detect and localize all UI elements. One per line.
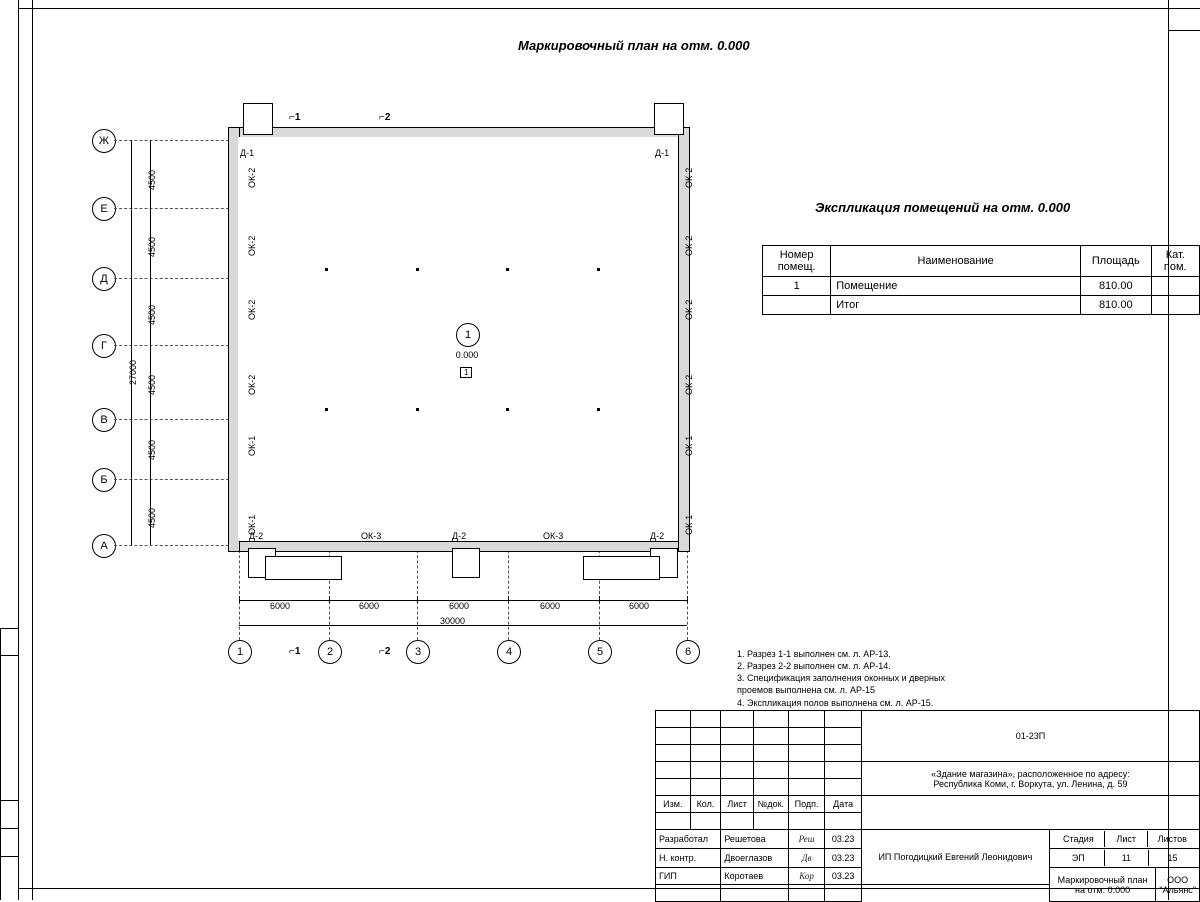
tb-blank xyxy=(753,779,788,796)
tb-blank xyxy=(690,779,721,796)
object-name xyxy=(861,762,1199,796)
header-category-line1: Кат. xyxy=(1165,249,1185,261)
plan-title: Маркировочный план на отм. 0.000 xyxy=(518,38,750,53)
room-elevation: 0.000 xyxy=(455,350,479,360)
dim-vert-6: 4500 xyxy=(147,507,157,528)
dim-vert-1: 4500 xyxy=(147,169,157,190)
project-code: 01-23П xyxy=(861,711,1199,762)
notes-block xyxy=(737,648,945,709)
tb-blank xyxy=(825,745,862,762)
tb-blank xyxy=(753,728,788,745)
tb-blank xyxy=(825,728,862,745)
tb-blank xyxy=(721,711,754,728)
axis-bubble-4: 4 xyxy=(497,640,521,664)
frame-top-right-stub-v xyxy=(1168,8,1169,30)
axis-line-b xyxy=(114,479,234,480)
tb-blank xyxy=(721,813,754,830)
window-label-right-6: ОК-1 xyxy=(684,514,694,535)
table-row xyxy=(763,296,1200,315)
window-label-right-1: ОК-2 xyxy=(684,167,694,188)
list-header: Лист xyxy=(1104,831,1148,847)
axis-bubble-zh: Ж xyxy=(92,129,116,153)
tb-blank xyxy=(656,885,721,902)
tb-blank xyxy=(656,762,691,779)
frame-side-stub-4 xyxy=(0,828,18,829)
name-ncontrol: Двоеглазов xyxy=(721,849,788,868)
porch-left xyxy=(265,556,342,580)
frame-side-stub-5 xyxy=(0,856,18,857)
col-header-list: Лист xyxy=(721,796,754,813)
tb-blank xyxy=(753,762,788,779)
dim-horz-1: 6000 xyxy=(270,601,291,611)
tb-blank xyxy=(788,745,825,762)
header-number-line2: помещ. xyxy=(777,261,816,273)
title-block xyxy=(655,710,1200,902)
role-gip: ГИП xyxy=(656,868,721,885)
stage-values-group xyxy=(1049,849,1199,868)
tb-blank xyxy=(721,885,788,902)
note-item: 1. Разрез 1-1 выполнен см. л. АР-13. xyxy=(737,649,891,659)
col-header-kol: Кол. xyxy=(690,796,721,813)
cut-mark-bottom-1: ⌐1 xyxy=(289,646,301,657)
window-label-right-3: ОК-2 xyxy=(684,299,694,320)
tb-blank xyxy=(690,745,721,762)
tb-blank xyxy=(690,762,721,779)
axis-line-6 xyxy=(687,545,688,640)
cut-mark-top-2: ⌐2 xyxy=(379,112,391,123)
col-header-podp: Подп. xyxy=(788,796,825,813)
window-label-right-2: ОК-2 xyxy=(684,235,694,256)
dim-chain-vertical-total xyxy=(131,140,132,545)
dim-tick xyxy=(599,596,600,603)
axis-bubble-6: 6 xyxy=(676,640,700,664)
tb-blank xyxy=(825,711,862,728)
tb-blank xyxy=(753,711,788,728)
col-header-data: Дата xyxy=(825,796,862,813)
axis-bubble-2: 2 xyxy=(318,640,342,664)
entrance-box-bottom-mid xyxy=(452,548,480,578)
signature-developer: Реш xyxy=(788,830,825,849)
column-dot xyxy=(506,408,509,411)
axis-line-g xyxy=(114,345,234,346)
window-label-right-4: ОК-2 xyxy=(684,374,694,395)
list-value: 11 xyxy=(1104,850,1148,866)
dim-horz-5: 6000 xyxy=(629,601,650,611)
tb-blank xyxy=(788,885,825,902)
dim-horz-3: 6000 xyxy=(449,601,470,611)
tb-blank xyxy=(656,711,691,728)
dim-tick xyxy=(687,596,688,603)
floor-plan xyxy=(0,0,760,700)
stage-header: Стадия xyxy=(1063,834,1094,844)
tb-blank xyxy=(825,762,862,779)
cell-number: 1 xyxy=(763,277,831,296)
note-item: проемов выполнена см. л. АР-15 xyxy=(737,685,875,696)
title-block-column-header-row xyxy=(656,796,1200,813)
axis-bubble-d: Д xyxy=(92,267,116,291)
window-label-left-4: ОК-2 xyxy=(247,374,257,395)
door-label-top-left: Д-1 xyxy=(240,148,255,158)
company-name: ООО "Альянс" xyxy=(1156,868,1200,902)
stage-header-group xyxy=(1049,830,1199,849)
column-dot xyxy=(416,408,419,411)
column-dot xyxy=(325,408,328,411)
cut-mark-top-1: ⌐1 xyxy=(289,112,301,123)
object-name-line2: Республика Коми, г. Воркута, ул. Ленина, д. 59 xyxy=(933,778,1128,789)
tb-blank xyxy=(656,728,691,745)
cell-name: Помещение xyxy=(831,277,1081,296)
axis-bubble-a: А xyxy=(92,534,116,558)
porch-right xyxy=(583,556,660,580)
room-category-box: 1 xyxy=(460,367,472,378)
room-number-bubble: 1 xyxy=(456,323,480,347)
dim-tick xyxy=(508,596,509,603)
signature-ncontrol: Дв xyxy=(788,849,825,868)
tb-blank xyxy=(788,813,825,830)
note-item: 2. Разрез 2-2 выполнен см. л. АР-14. xyxy=(737,661,891,672)
frame-top-right-stub-h xyxy=(1168,30,1200,31)
object-name-line1: «Здание магазина», расположенное по адресу: xyxy=(931,768,1130,779)
lists-value: 15 xyxy=(1149,850,1197,866)
tb-blank xyxy=(656,779,691,796)
title-block-role-row xyxy=(656,830,1200,849)
window-label-left-3: ОК-2 xyxy=(247,299,257,320)
window-label-bottom-1: ОК-3 xyxy=(361,531,382,541)
explication-title: Экспликация помещений на отм. 0.000 xyxy=(815,200,1071,215)
dim-tick xyxy=(239,596,240,603)
header-name: Наименование xyxy=(831,246,1081,277)
signature-gip: Кор xyxy=(788,868,825,885)
table-header-row xyxy=(763,246,1200,277)
tb-blank xyxy=(788,728,825,745)
dim-vert-2: 4500 xyxy=(147,236,157,257)
cell-area: 810.00 xyxy=(1081,296,1152,315)
tb-blank xyxy=(656,813,691,830)
window-label-left-1: ОК-2 xyxy=(247,167,257,188)
note-item: 3. Спецификация заполнения оконных и дверных xyxy=(737,673,945,684)
header-number-line1: Номер xyxy=(779,249,814,261)
tb-spacer xyxy=(861,796,1199,830)
dim-horz-4: 6000 xyxy=(540,601,561,611)
cell-category xyxy=(1151,277,1199,296)
cut-mark-bottom-2: ⌐2 xyxy=(379,646,391,657)
note-item: 4. Экспликация полов выполнена см. л. АР-15. xyxy=(737,697,934,708)
col-header-ndok: №док. xyxy=(753,796,788,813)
name-developer: Решетова xyxy=(721,830,788,849)
tb-blank xyxy=(825,779,862,796)
wall-right xyxy=(678,127,690,552)
axis-line-v xyxy=(114,419,234,420)
column-dot xyxy=(325,268,328,271)
tb-blank xyxy=(788,779,825,796)
window-label-left-2: ОК-2 xyxy=(247,235,257,256)
dim-horz-2: 6000 xyxy=(359,601,380,611)
tb-blank xyxy=(721,745,754,762)
col-header-izm: Изм. xyxy=(656,796,691,813)
role-ncontrol: Н. контр. xyxy=(656,849,721,868)
tb-blank xyxy=(690,711,721,728)
title-block-blank-row xyxy=(656,711,1200,728)
customer-name: ИП Погодицкий Евгений Леонидович xyxy=(861,830,1049,885)
header-category-line2: пом. xyxy=(1163,261,1187,273)
tb-blank xyxy=(788,711,825,728)
tb-blank xyxy=(690,813,721,830)
header-number xyxy=(763,246,831,277)
name-gip: Коротаев xyxy=(721,868,788,885)
dim-vert-5: 4500 xyxy=(147,439,157,460)
entrance-box-top-right xyxy=(654,103,684,135)
role-developer: Разработал xyxy=(656,830,721,849)
column-dot xyxy=(416,268,419,271)
cell-category xyxy=(1151,296,1199,315)
dim-vert-4: 4500 xyxy=(147,374,157,395)
window-label-left-6: ОК-1 xyxy=(247,514,257,535)
date-developer: 03.23 xyxy=(825,830,862,849)
cell-number xyxy=(763,296,831,315)
tb-blank xyxy=(825,813,862,830)
column-dot xyxy=(597,408,600,411)
dim-horz-total: 30000 xyxy=(440,616,466,626)
header-area: Площадь xyxy=(1081,246,1152,277)
date-gip: 03.23 xyxy=(825,868,862,885)
axis-bubble-b: Б xyxy=(92,468,116,492)
axis-line-zh xyxy=(114,140,234,141)
table-row xyxy=(763,277,1200,296)
tb-blank xyxy=(788,762,825,779)
axis-line-e xyxy=(114,208,234,209)
axis-line-a xyxy=(114,545,234,546)
door-label-top-right: Д-1 xyxy=(655,148,670,158)
window-label-left-5: ОК-1 xyxy=(247,435,257,456)
tb-blank xyxy=(721,728,754,745)
cut-mark-label-3: 1 xyxy=(294,646,301,657)
frame-side-stub-3 xyxy=(0,800,18,801)
tb-blank xyxy=(656,745,691,762)
sheet-title: Маркировочный план на отм. 0.000 xyxy=(1049,868,1156,902)
axis-bubble-3: 3 xyxy=(406,640,430,664)
tb-blank xyxy=(753,745,788,762)
cut-mark-label-4: 2 xyxy=(384,646,391,657)
tb-blank xyxy=(753,813,788,830)
dim-chain-vertical xyxy=(150,140,151,545)
explication-table xyxy=(762,245,1200,315)
entrance-box-top-left xyxy=(243,103,273,135)
door-label-bottom-left: Д-2 xyxy=(249,531,264,541)
window-label-bottom-2: ОК-3 xyxy=(543,531,564,541)
column-dot xyxy=(597,268,600,271)
axis-bubble-1: 1 xyxy=(228,640,252,664)
tb-blank xyxy=(825,885,862,902)
axis-bubble-e: Е xyxy=(92,197,116,221)
cut-mark-label-2: 2 xyxy=(384,112,391,123)
date-ncontrol: 03.23 xyxy=(825,849,862,868)
axis-bubble-5: 5 xyxy=(588,640,612,664)
tb-blank xyxy=(721,762,754,779)
dim-vert-total: 27000 xyxy=(128,359,138,385)
column-dot xyxy=(506,268,509,271)
axis-bubble-v: В xyxy=(92,408,116,432)
dim-vert-3: 4500 xyxy=(147,304,157,325)
cell-name: Итог xyxy=(831,296,1081,315)
cell-area: 810.00 xyxy=(1081,277,1152,296)
cut-mark-label-1: 1 xyxy=(294,112,301,123)
tb-blank xyxy=(721,779,754,796)
door-label-bottom-mid: Д-2 xyxy=(452,531,467,541)
dim-tick xyxy=(417,596,418,603)
title-block-blank-row xyxy=(656,762,1200,779)
header-category xyxy=(1151,246,1199,277)
tb-blank xyxy=(690,728,721,745)
axis-line-d xyxy=(114,278,234,279)
door-label-bottom-right: Д-2 xyxy=(650,531,665,541)
axis-bubble-g: Г xyxy=(92,334,116,358)
window-label-right-5: ОК-1 xyxy=(684,435,694,456)
dim-tick xyxy=(329,596,330,603)
stage-value: ЭП xyxy=(1071,853,1085,863)
lists-header: Листов xyxy=(1148,831,1196,847)
